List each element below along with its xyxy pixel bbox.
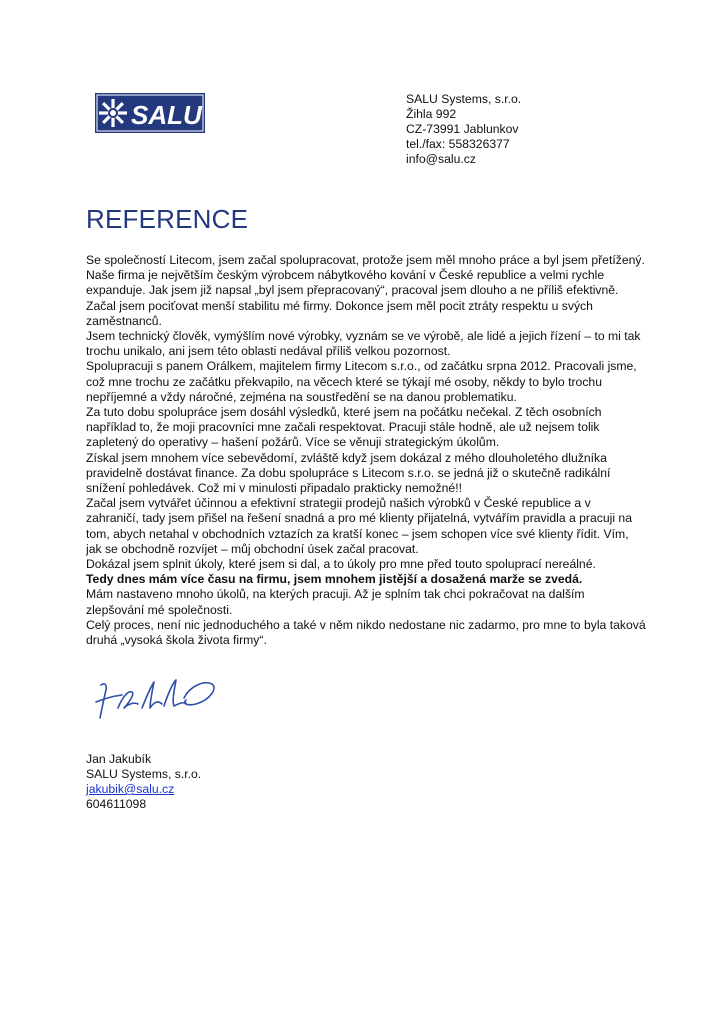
logo-text: SALU [131,100,202,130]
signer-email-link[interactable]: jakubik@salu.cz [86,782,175,796]
company-email: info@salu.cz [406,152,476,166]
company-name: SALU Systems, s.r.o. [406,92,522,106]
signature-image [92,668,220,726]
company-city: CZ-73991 Jablunkov [406,122,519,136]
body-paragraph: Spolupracuji s panem Orálkem, majitelem firmy Litecom s.r.o., od začátku srpna 2012. Pracovali jsme, což mne trochu ze začátku překvapilo, na věcech které se týkají mé osoby, někdy to bylo trochu nepříjemné a vždy náročné, zejména na soustředění se na danou problematiku. [86,359,637,404]
signer-company: SALU Systems, s.r.o. [86,767,202,781]
reference-body [86,253,646,648]
company-logo [95,93,205,133]
body-paragraph: Jsem technický člověk, vymýšlím nové výrobky, vyznám se ve výrobě, ale lidé a jejich řízení – to mi tak trochu unikalo, ani jsem této oblasti nedával příliš velkou pozornost. [86,329,641,359]
body-paragraph: Za tuto dobu spolupráce jsem dosáhl výsledků, které jsem na počátku nečekal. Z těch osobních například to, že moji pracovníci mne začali respektovat. Pracuji stále hodně, ale už nejsem tolik zapletený do operativy – hašení požárů. Více se věnuji strategickým úkolům. [86,405,602,450]
body-paragraph: Dokázal jsem splnit úkoly, které jsem si dal, a to úkoly pro mne před touto spoluprací nereálné. [86,557,596,572]
company-phone: tel./fax: 558326377 [406,137,510,151]
signer-name: Jan Jakubík [86,752,152,766]
company-address [406,92,521,167]
company-street: Žihla 992 [406,107,457,121]
body-paragraph: Začal jsem pociťovat menší stabilitu mé firmy. Dokonce jsem měl pocit ztráty respektu u svých zaměstnanců. [86,298,593,328]
body-paragraph: Celý proces, není nic jednoduchého a také v něm nikdo nedostane nic zadarmo, pro mne to byla taková druhá „vysoká škola života firmy“. [86,617,646,648]
body-paragraph: Získal jsem mnohem více sebevědomí, zvláště když jsem dokázal z mého dlouholetého dlužníka pravidelně dostávat finance. Za dobu spolupráce s Litecom s.r.o. se jedná již o skutečně radikální snížení pohledávek. Což mi v minulosti připadalo prakticky nemožné!! [86,450,611,496]
body-paragraph: Se společností Litecom, jsem začal spolupracovat, protože jsem měl mnoho práce a byl jsem přetížený. [86,253,645,267]
salu-star-logo-icon [95,93,205,133]
body-paragraph: Naše firma je největším českým výrobcem nábytkového kování v České republice a velmi rychle expanduje. Jak jsem již napsal „byl jsem přepracovaný“, pracoval jsem dlouho a ne příliš efektivně. [86,268,619,298]
body-paragraph: Začal jsem vytvářet účinnou a efektivní strategii prodejů našich výrobků v České republice a v zahraničí, tady jsem přišel na řešení snadná a pro mé klienty přijatelná, vytvářím pravidla a pracuji na tom, abych netahal v obchodních vztazích za kratší konec – jsem schopen více své klienty řídit. Vím, jak se obchodně rozvíjet – můj obchodní úsek začal pracovat. [86,496,632,556]
body-paragraph: Tedy dnes mám více času na firmu, jsem mnohem jistější a dosažená marže se zvedá. [86,572,583,587]
page-title: REFERENCE [86,204,249,234]
handwritten-signature-icon [92,668,220,726]
body-paragraph: Mám nastaveno mnoho úkolů, na kterých pracuji. Až je splním tak chci pokračovat na dalším zlepšování mé společnosti. [86,587,585,617]
signature-block [86,752,201,812]
signer-phone: 604611098 [86,797,147,811]
